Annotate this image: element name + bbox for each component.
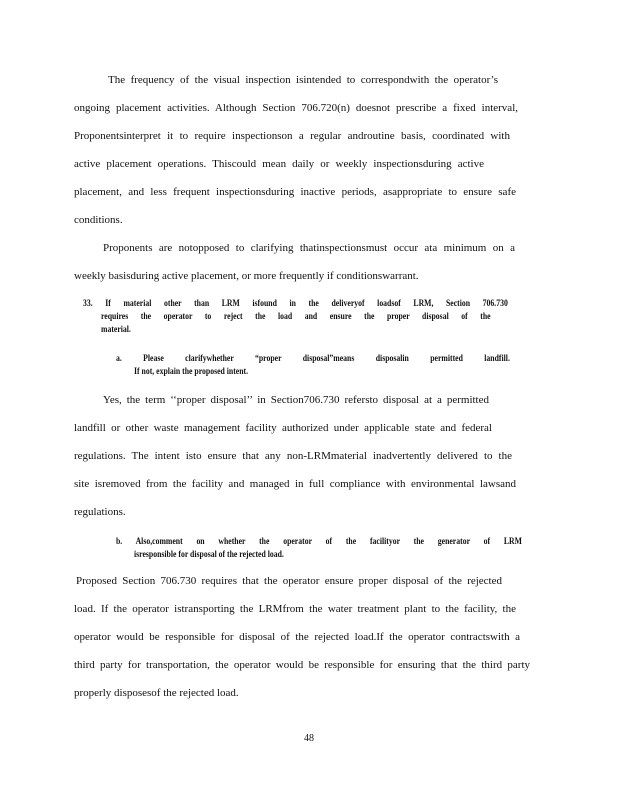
paragraph-line: operator would be responsible for disposal of the rejected load.If the operator contractswith a	[74, 631, 520, 643]
paragraph-line: regulations.	[74, 506, 126, 518]
paragraph-line: active placement operations. Thiscould mean daily or weekly inspectionsduring active	[74, 158, 484, 170]
paragraph-line: placement, and less frequent inspectionsduring inactive periods, asappropriate to ensure safe	[74, 186, 516, 198]
question-33-line: requires the operator to reject the load and ensure the proper disposal of the	[101, 311, 491, 321]
question-33a-line: If not, explain the proposed intent.	[134, 366, 249, 376]
paragraph-line: The frequency of the visual inspection isintended to correspondwith the operator’s	[108, 74, 498, 86]
paragraph-line: properly disposesof the rejected load.	[74, 687, 239, 699]
paragraph-line: Proposed Section 706.730 requires that the operator ensure proper disposal of the rejected	[76, 575, 502, 587]
question-33b-line: isresponsible for disposal of the rejected load.	[134, 549, 284, 559]
paragraph-line: regulations. The intent isto ensure that any non-LRMmaterial inadvertently delivered to the	[74, 450, 512, 462]
paragraph-line: Yes, the term ‘‘proper disposal’’ in Section706.730 refersto disposal at a permitted	[103, 394, 489, 406]
question-33-line: material.	[101, 324, 131, 334]
paragraph-line: ongoing placement activities. Although Section 706.720(n) doesnot prescribe a fixed interval,	[74, 102, 518, 114]
page-number: 48	[304, 733, 314, 744]
paragraph-line: Proponents are notopposed to clarifying thatinspectionsmust occur ata minimum on a	[103, 242, 515, 254]
paragraph-line: landfill or other waste management facility authorized under applicable state and federal	[74, 422, 492, 434]
paragraph-line: site isremoved from the facility and managed in full compliance with environmental lawsand	[74, 478, 516, 490]
paragraph-line: Proponentsinterpret it to require inspectionson a regular androutine basis, coordinated with	[74, 130, 510, 142]
paragraph-line: weekly basisduring active placement, or more frequently if conditionswarrant.	[74, 270, 419, 282]
question-33a-line: a. Please clarifywhether “proper disposal”means disposalin permitted landfill.	[116, 353, 510, 363]
paragraph-line: conditions.	[74, 214, 123, 226]
question-33-line: 33. If material other than LRM isfound in the deliveryof loadsof LRM, Section 706.730	[83, 298, 508, 308]
paragraph-line: third party for transportation, the operator would be responsible for ensuring that the third party	[74, 659, 530, 671]
question-33b-line: b. Also,comment on whether the operator of the facilityor the generator of LRM	[116, 536, 522, 546]
paragraph-line: load. If the operator istransporting the LRMfrom the water treatment plant to the facility, the	[74, 603, 516, 615]
